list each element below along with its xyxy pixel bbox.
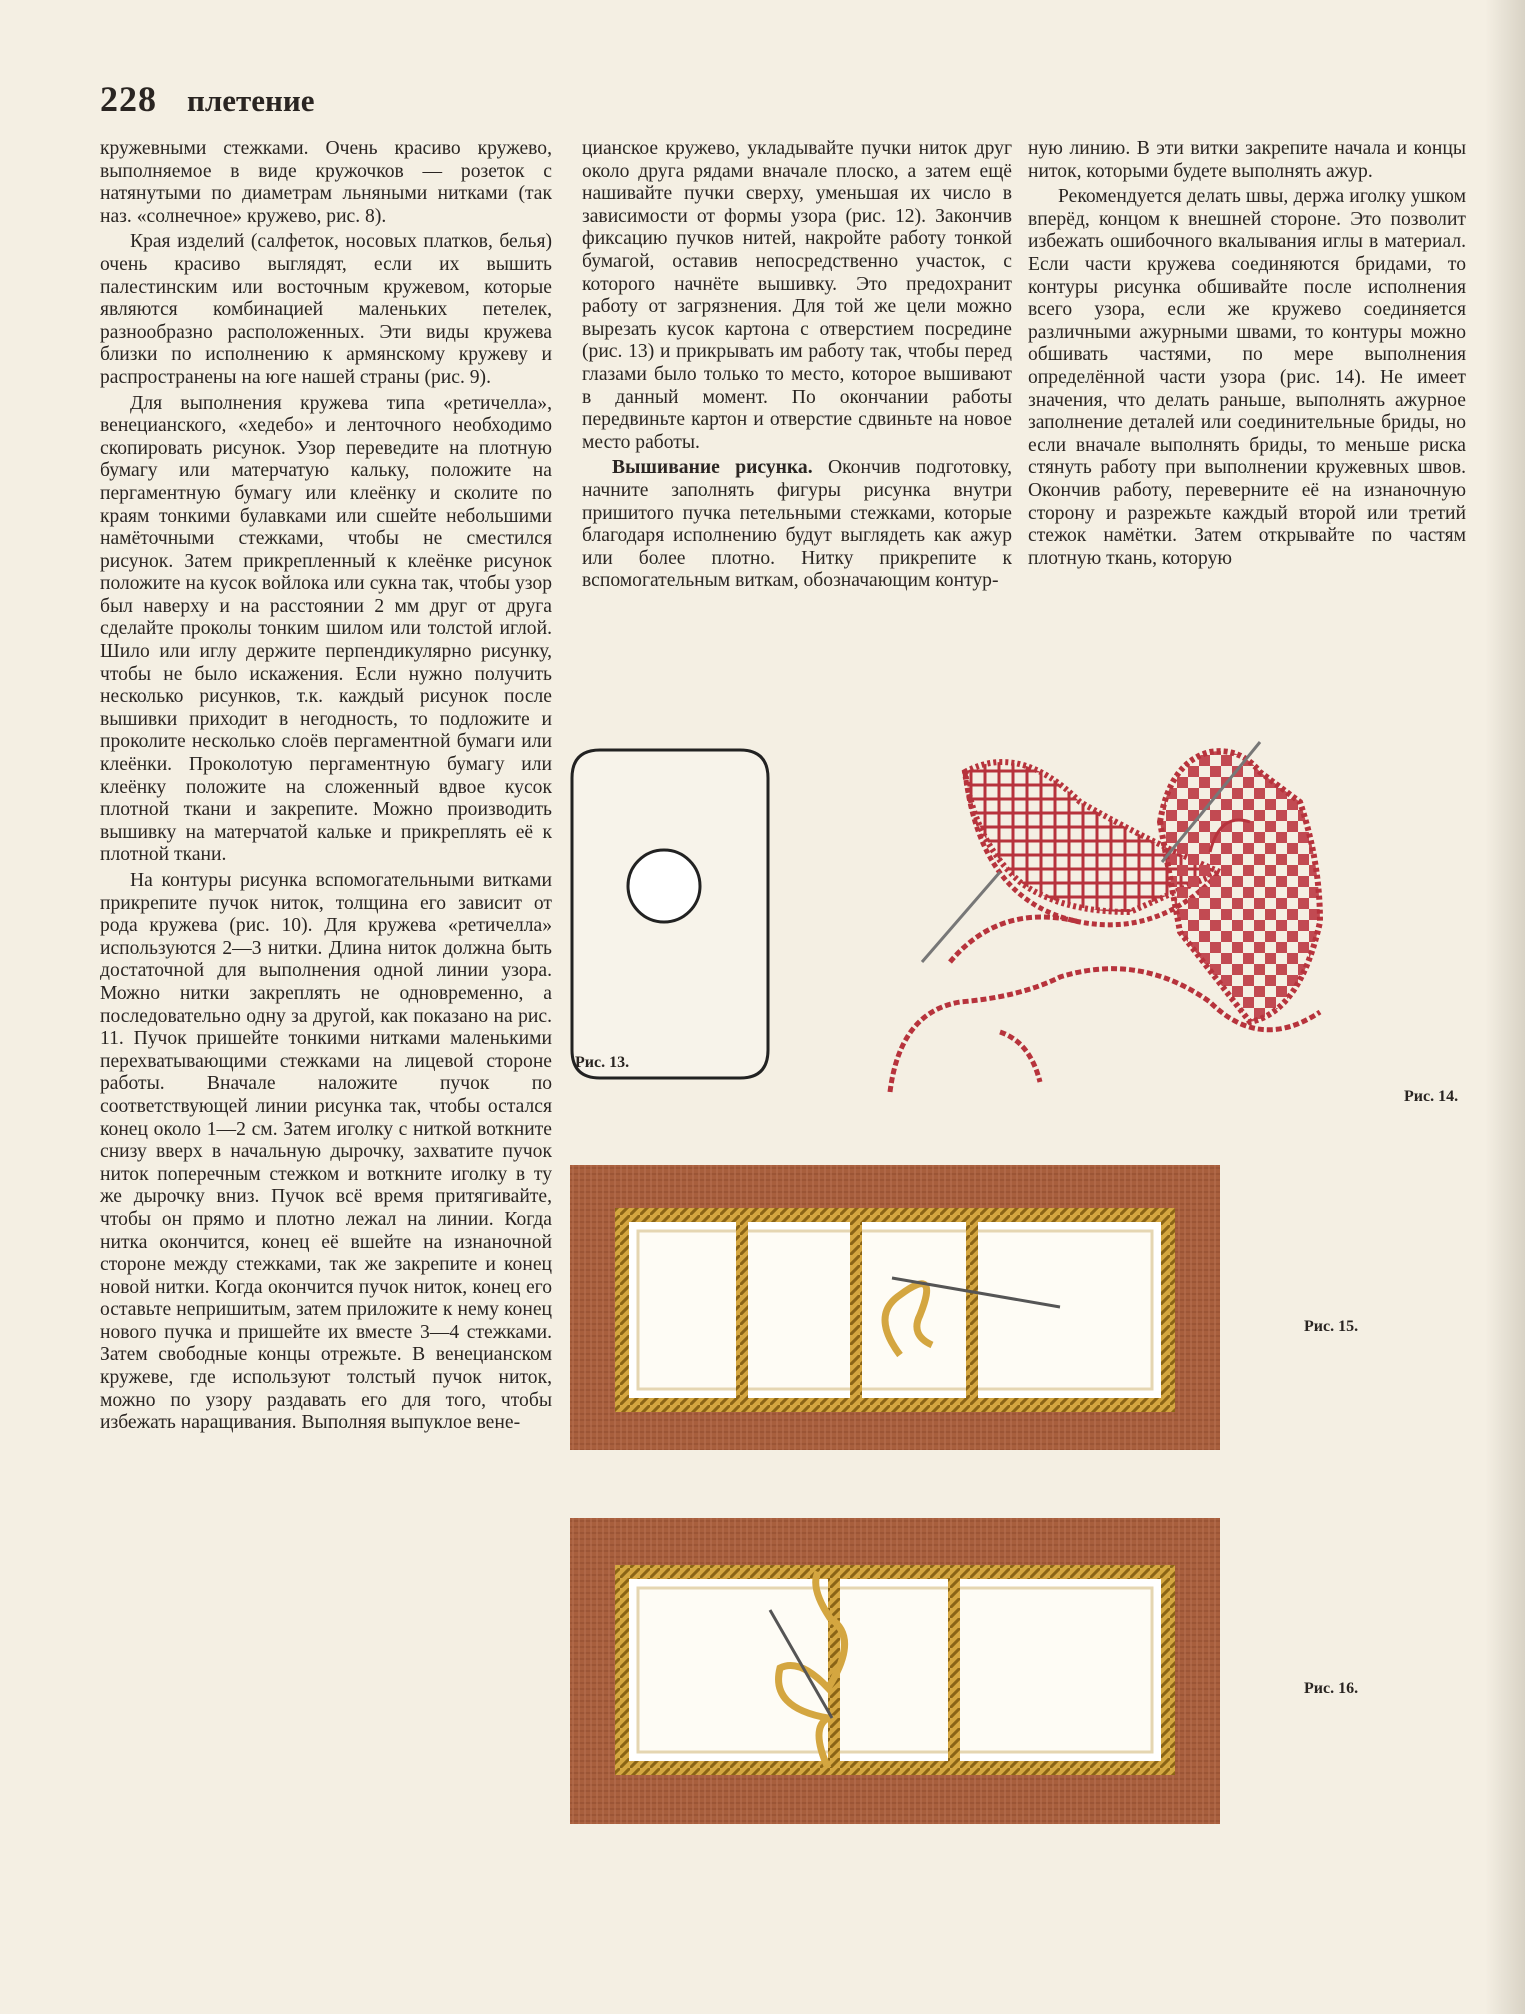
text-column-3	[1028, 138, 1466, 570]
paragraph: На контуры рисунка вспомогательными витками прикрепите пучок ниток, толщина его зависит от рода кружева (рис. 10). Для кружева «ретичелла» используются 2—3 нитки. Длина ниток должна быть достаточной для выполнения одной линии узора. Можно нитки закреплять не одновременно, а последовательно одну за другой, как показано на рис. 11. Пучок пришейте тонкими нитками маленькими перехватывающими стежками на лицевой стороне работы. Вначале наложите пучок по соответствующей линии рисунка так, чтобы остался конец около 1—2 см. Затем иголку с ниткой воткните снизу вверх в начальную дырочку, захватите пучок ниток поперечным стежком и воткните иголку в ту же дырочку вниз. Пучок всё время притягивайте, чтобы он прямо и плотно лежал на линии. Когда нитка окончится, конец её вшейте на изнаночной стороне между стежками, так же закрепите и конец новой нитки. Когда окончится пучок ниток, конец его оставьте непришитым, затем приложите к нему конец нового пучка и пришейте их вместе 3—4 стежками. Затем свободные концы отрежьте. В венецианском кружеве, где используют толстый пучок ниток, можно по узору раздавать его для того, чтобы избежать наращивания. Выполняя выпуклое вене-	[100, 870, 552, 1434]
figure-15-frame-illustration	[570, 1165, 1220, 1450]
figure-13-cardboard-icon	[570, 748, 770, 1080]
page-edge-shadow	[1485, 0, 1525, 2014]
paragraph	[582, 457, 1012, 593]
paragraph-text: Окончив подготовку, начните заполнять фигуры рисунка внутри пришитого пучка петельными стежками, которые благодаря исполнению будут выглядеть как ажур или более плотно. Нитку прикрепите к вспомогательным виткам, обозначающим контур-	[582, 457, 1012, 592]
figure-15-caption: Рис. 15.	[1304, 1318, 1359, 1335]
text-column-1	[100, 138, 552, 1435]
paragraph: кружевными стежками. Очень красиво кружево, выполняемое в виде кружочков — розеток с натянутыми по диаметрам льняными нитками (так наз. «солнечное» кружево, рис. 8).	[100, 138, 552, 227]
figure-16-caption: Рис. 16.	[1304, 1680, 1359, 1697]
paragraph: Для выполнения кружева типа «ретичелла», венецианского, «хедебо» и ленточного необходимо скопировать рисунок. Узор переведите на плотную бумагу или матерчатую кальку, положите на пергаментную бумагу или клеёнку и сколите по краям тонкими булавками или сшейте небольшими намёточными стежками, чтобы не сместился рисунок. Затем прикрепленный к клеёнке рисунок положите на кусок войлока или сукна так, чтобы узор был наверху и на расстоянии 2 мм друг от друга сделайте проколы тонким шилом или толстой иглой. Шило или иглу держите перпендикулярно рисунку, чтобы не было искажения. Если нужно получить несколько рисунков, т.к. каждый рисунок после вышивки приходит в негодность, то подложите и проколите несколько слоёв пергаментной бумаги или клеёнки. Проколотую пергаментную бумагу или клеёнку положите на сложенный вдвое кусок плотной ткани и закрепите. Можно производить вышивку на матерчатой кальке и прикреплять её к плотной ткани.	[100, 392, 552, 866]
figure-14-lace-illustration	[880, 722, 1480, 1122]
section-title: плетение	[187, 83, 315, 118]
paragraph: цианское кружево, укладывайте пучки ниток друг около друга рядами вначале плоско, а затем ещё нашивайте пучки сверху, уменьшая их число в зависимости от формы узора (рис. 12). Закончив фиксацию пучков нитей, накройте работу тонкой бумагой, оставив непосредственно участок, с которого начнёте вышивку. Это предохранит работу от загрязнения. Для той же цели можно вырезать кусок картона с отверстием посредине (рис. 13) и прикрывать им работу так, чтобы перед глазами было только то место, которое вышивают в данный момент. По окончании работы передвиньте картон и отверстие сдвиньте на новое место работы.	[582, 138, 1012, 453]
paragraph: Края изделий (салфеток, носовых платков, белья) очень красиво выглядят, если их вышить палестинским или восточным кружевом, которые являются комбинацией маленьких петелек, разнообразно расположенных. Эти виды кружева близки по исполнению к армянскому кружеву и распространены на юге нашей страны (рис. 9).	[100, 231, 552, 388]
text-column-2	[582, 138, 1012, 593]
subheading: Вышивание рисунка.	[612, 457, 813, 479]
page-header	[100, 78, 314, 120]
figure-13-caption: Рис. 13.	[575, 1054, 630, 1071]
figure-16-frame-illustration	[570, 1518, 1220, 1824]
paragraph: Рекомендуется делать швы, держа иголку ушком вперёд, концом к внешней стороне. Это позволит избежать ошибочного вкалывания иглы в материал. Если части кружева соединяются бридами, то контуры рисунка обшивайте после исполнения всего узора, если же кружево соединяется различными ажурными швами, то контуры можно обшивать частями, по мере выполнения определённой части узора (рис. 14). Не имеет значения, что делать раньше, выполнять ажурное заполнение деталей или соединительные бриды, но если вначале выполнять бриды, то меньше риска стянуть работу при выполнении кружевных швов. Окончив работу, переверните её на изнаночную сторону и разрежьте каждый второй или третий стежок намётки. Затем открывайте по частям плотную ткань, которую	[1028, 186, 1466, 569]
paragraph: ную линию. В эти витки закрепите начала и концы ниток, которыми будете выполнять ажур.	[1028, 138, 1466, 182]
figure-14-caption: Рис. 14.	[1404, 1088, 1459, 1105]
page-number: 228	[100, 79, 157, 119]
